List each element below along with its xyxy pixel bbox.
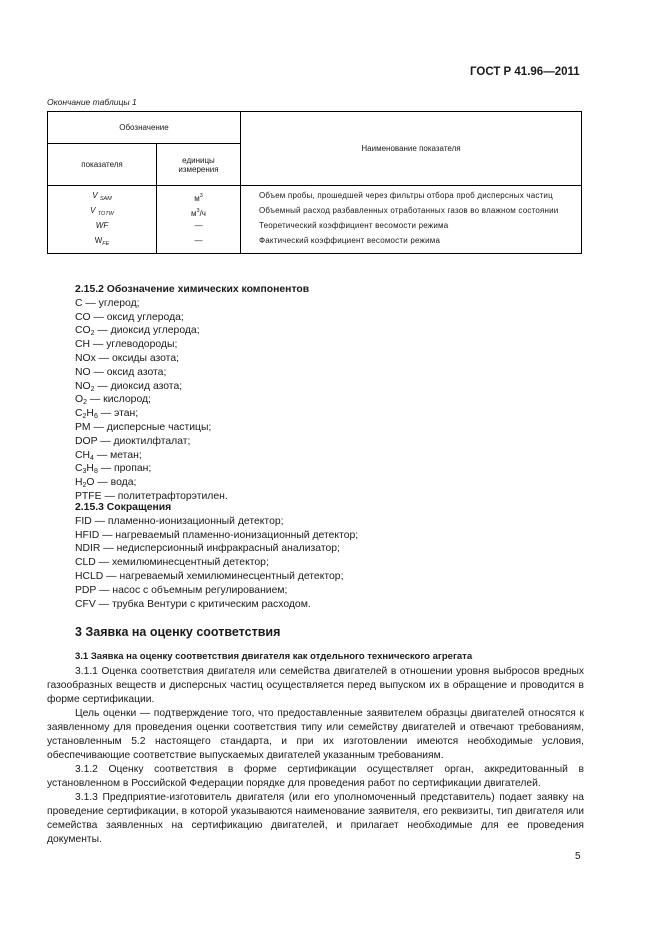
- paragraph: Цель оценки — подтверждение того, что предоставленные заявителем образцы двигателей относятся к заявленному для проведения оценки соответствия типу или семейству двигателей и отвечают требованиям, установленным 5.2 настоящего стандарта, и при их изготовлении имеются необходимые условия, обеспечивающие соответствие выпускаемых двигателей указанным требованиям.: [47, 708, 584, 761]
- unit-suffix: /ч: [199, 209, 206, 218]
- indicator-name: Теоретический коэффициент весомости режима: [241, 220, 582, 235]
- formula: CO: [75, 311, 91, 323]
- chemical-components-title: 2.15.2 Обозначение химических компонентов: [75, 284, 310, 295]
- chemical-item: PTFE — политетрафторэтилен.: [75, 490, 228, 502]
- symbol-subscript: SAM: [99, 196, 112, 202]
- abbreviation-item: NDIR — недисперсионный инфракрасный анализатор;: [75, 543, 340, 555]
- formula: $O_2$: [75, 394, 87, 407]
- header-name: Наименование показателя: [241, 112, 582, 186]
- table-caption: Окончание таблицы 1: [47, 97, 137, 107]
- abbreviations-title: 2.15.3 Сокращения: [75, 502, 172, 513]
- formula: CH: [75, 339, 91, 351]
- indicator-name: Объем пробы, прошедшей через фильтры отбора проб дисперсных частиц: [241, 186, 582, 206]
- chemical-item: $C_2H_6$ — этан;: [75, 408, 139, 421]
- formula: $NO_2$: [75, 380, 95, 393]
- abbreviation-item: FID — пламенно-ионизационный детектор;: [75, 515, 284, 527]
- chemical-item: PM — дисперсные частицы;: [75, 421, 212, 433]
- abbreviations-section: [75, 501, 358, 611]
- formula: NOx: [75, 352, 96, 364]
- abbreviation-item: CLD — хемилюминесцентный детектор;: [75, 557, 269, 569]
- indicator-name: Объемный расход разбавленных отработанных газов во влажном состоянии: [241, 205, 582, 220]
- paragraph: 3.1.2 Оценку соответствия в форме сертификации осуществляет орган, аккредитованный в установленном в Российской Федерации порядке для проведения работ по сертификации двигателей.: [47, 764, 584, 789]
- chemical-item: DOP — диоктилфталат;: [75, 435, 191, 447]
- abbreviation-item: HCLD — нагреваемый хемилюминесцентный детектор;: [75, 570, 344, 582]
- unit-superscript: 3: [196, 208, 200, 214]
- paragraph: 3.1.3 Предприятие-изготовитель двигателя (или его уполномоченный представитель) подает заявку на проведение сертификации, в которой указываются наименование заявителя, его реквизиты, тип двигателя или семейства заявленных на сертификацию двигателей, и прилагает необходимые для ее проведения документы.: [47, 792, 584, 845]
- table-row: [48, 235, 582, 254]
- abbreviation-item: CFV — трубка Вентури с критическим расходом.: [75, 598, 311, 610]
- chemical-components-list: [75, 297, 309, 504]
- formula: NO: [75, 366, 91, 378]
- chemical-item: $CH_4$ — метан;: [75, 449, 142, 462]
- unit: м: [191, 209, 197, 218]
- chemical-item: $O_2$ — кислород;: [75, 394, 151, 407]
- table-row: [48, 186, 582, 206]
- unit: —: [194, 236, 203, 245]
- unit: —: [194, 221, 203, 230]
- document-code: ГОСТ Р 41.96—2011: [470, 66, 580, 78]
- chemical-item: $CO_2$ — диоксид углерода;: [75, 325, 200, 338]
- symbol: V: [92, 191, 98, 200]
- chemical-item: $H_2O$ — вода;: [75, 477, 137, 490]
- formula: $CO_2$: [75, 325, 95, 338]
- unit-superscript: 3: [199, 193, 203, 199]
- chemical-item: $C_3H_8$ — пропан;: [75, 463, 152, 476]
- symbol-subscript: FE: [102, 241, 110, 247]
- paragraph: 3.1.1 Оценка соответствия двигателя или семейства двигателей в отношении уровня выбросов вредных газообразных веществ и дисперсных частиц осуществляется перед выпуском их в обращение и проводится в форме сертификации.: [47, 666, 584, 705]
- symbol-subscript: TOTW: [97, 211, 114, 217]
- section-3-body: [47, 665, 584, 847]
- symbol: WF: [95, 221, 109, 230]
- abbreviations-list: [75, 515, 358, 612]
- chemical-components-section: [75, 283, 309, 504]
- symbol: V: [90, 206, 96, 215]
- chemical-item: C — углерод;: [75, 297, 140, 309]
- indicator-name: Фактический коэффициент весомости режима: [241, 235, 582, 254]
- chemical-item: NOx — оксиды азота;: [75, 352, 179, 364]
- chemical-item: CO — оксид углерода;: [75, 311, 184, 323]
- formula: $C_2H_6$: [75, 408, 98, 421]
- formula: C: [75, 297, 83, 309]
- parameters-table: [47, 111, 582, 254]
- abbreviation-item: PDP — насос с объемным регулированием;: [75, 584, 288, 596]
- header-units: единицы измерения: [157, 144, 241, 186]
- chemical-item: $NO_2$ — диоксид азота;: [75, 380, 183, 393]
- formula: $H_2O$: [75, 477, 95, 490]
- abbreviation-item: HFID — нагреваемый пламенно-ионизационный детектор;: [75, 529, 359, 541]
- unit: м: [194, 194, 200, 203]
- table-row: [48, 205, 582, 220]
- table-row: [48, 220, 582, 235]
- chemical-item: CH — углеводороды;: [75, 339, 178, 351]
- formula: $CH_4$: [75, 449, 94, 462]
- formula: $C_3H_8$: [75, 463, 98, 476]
- header-indicator: показателя: [48, 144, 157, 186]
- header-designation: Обозначение: [48, 112, 241, 144]
- subsection-3-1-title: 3.1 Заявка на оценку соответствия двигателя как отдельного технического агрегата: [75, 651, 473, 662]
- symbol: W: [94, 236, 103, 245]
- chemical-item: NO — оксид азота;: [75, 366, 167, 378]
- section-3-title: 3 Заявка на оценку соответствия: [75, 625, 281, 639]
- page-number: 5: [575, 851, 581, 862]
